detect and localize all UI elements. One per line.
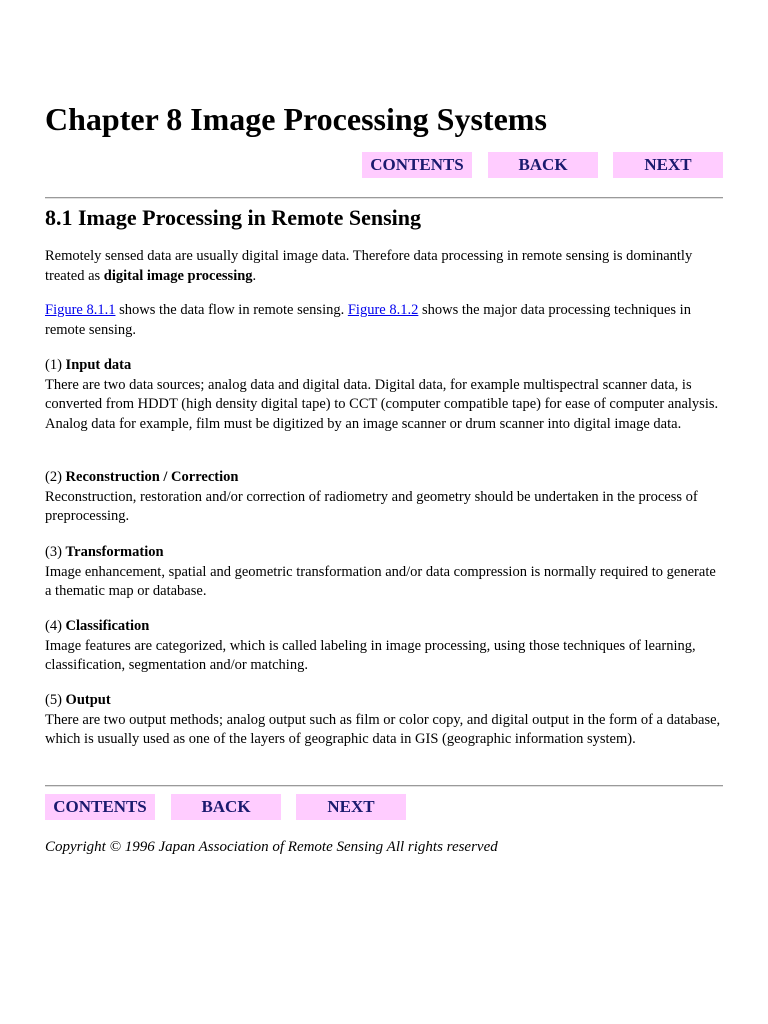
item-input-data xyxy=(45,356,725,434)
intro-text: Remotely sensed data are usually digital image data. Therefore data processing in remote sensing is dominantly treated as xyxy=(45,248,693,284)
item-title: Classification xyxy=(65,618,150,634)
section-title: 8.1 Image Processing in Remote Sensing xyxy=(45,205,422,230)
item-title: Transformation xyxy=(65,544,164,560)
next-button[interactable]: NEXT xyxy=(296,794,406,820)
contents-button[interactable]: CONTENTS xyxy=(362,152,472,178)
back-button[interactable]: BACK xyxy=(171,794,281,820)
item-title: Reconstruction / Correction xyxy=(65,469,239,485)
figures-text-1: shows the data flow in remote sensing. xyxy=(115,302,348,318)
item-title: Output xyxy=(65,692,111,708)
item-number: (2) xyxy=(45,469,66,485)
item-body: Reconstruction, restoration and/or correction of radiometry and geometry should be undertaken in the process of preprocessing. xyxy=(45,488,698,524)
item-body: Image enhancement, spatial and geometric transformation and/or data compression is normally required to generate a thematic map or database. xyxy=(45,563,716,599)
item-transformation xyxy=(45,543,725,602)
chapter-title: Chapter 8 Image Processing Systems xyxy=(45,101,547,137)
item-title: Input data xyxy=(65,357,132,373)
next-button[interactable]: NEXT xyxy=(613,152,723,178)
item-body: Image features are categorized, which is called labeling in image processing, using those techniques of learning, classification, segmentation and/or matching. xyxy=(45,637,696,673)
item-classification xyxy=(45,617,725,676)
item-number: (5) xyxy=(45,692,66,708)
figure-8-1-2-link[interactable]: Figure 8.1.2 xyxy=(347,302,419,318)
item-body: There are two output methods; analog output such as film or color copy, and digital output in the form of a database, which is usually used as one of the layers of geographic data in GIS (geographic information system). xyxy=(45,711,721,747)
item-body: There are two data sources; analog data and digital data. Digital data, for example multispectral scanner data, is converted from HDDT (high density digital tape) to CCT (computer compatible tape) for ease of computer analysis. Analog data for example, film must be digitized by an image scanner or drum scanner into digital image data. xyxy=(45,376,719,432)
item-number: (1) xyxy=(45,357,66,373)
intro-bold-term: digital image processing xyxy=(103,267,253,284)
item-reconstruction xyxy=(45,468,725,527)
item-number: (4) xyxy=(45,618,66,634)
contents-button[interactable]: CONTENTS xyxy=(45,794,155,820)
top-divider xyxy=(45,197,723,199)
intro-paragraph xyxy=(45,247,725,286)
item-output xyxy=(45,691,725,750)
item-number: (3) xyxy=(45,544,66,560)
figures-text-2: shows the major data processing techniques in remote sensing. xyxy=(45,302,691,338)
back-button[interactable]: BACK xyxy=(488,152,598,178)
copyright-notice: Copyright © 1996 Japan Association of Remote Sensing All rights reserved xyxy=(45,839,498,855)
figures-paragraph xyxy=(45,301,725,340)
bottom-divider xyxy=(45,785,723,787)
intro-end: . xyxy=(252,267,257,284)
figure-8-1-1-link[interactable]: Figure 8.1.1 xyxy=(45,302,116,318)
